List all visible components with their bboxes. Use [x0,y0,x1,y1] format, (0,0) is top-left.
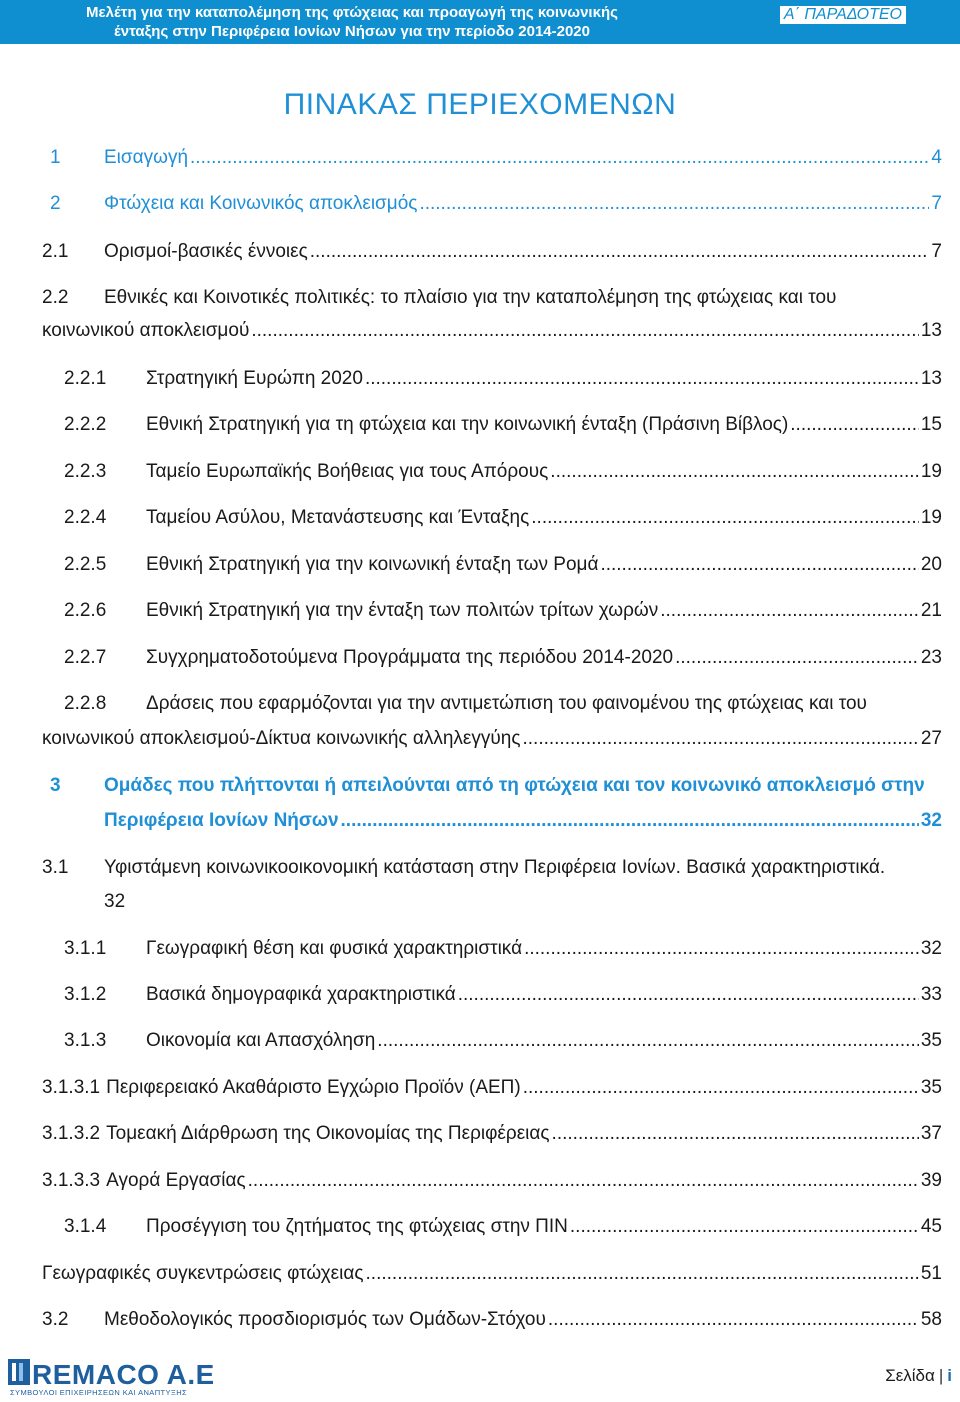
toc-leader [522,726,918,752]
toc-page: 20 [920,554,942,575]
toc-text: Τομεακή Διάρθρωση της Οικονομίας της Περιφέρειας [106,1123,550,1144]
toc-page: 35 [920,1030,942,1051]
toc-entry-2-2-8-line2[interactable] [42,726,942,752]
toc-text: Δράσεις που εφαρμόζονται για την αντιμετώπιση του φαινομένου της φτώχειας και του [146,693,867,714]
toc-entry-poverty-clusters[interactable] [42,1261,942,1287]
toc-number: 2.2.8 [64,693,107,714]
toc-entry-3-1-3-2[interactable] [42,1121,942,1147]
document-title-line1: Μελέτη για την καταπολέμηση της φτώχειας και προαγωγή της κοινωνικής [86,4,618,21]
toc-page: 21 [920,600,942,621]
toc-number: 3.1 [42,857,69,878]
toc-text: Φτώχεια και Κοινωνικός αποκλεισμός [104,193,418,214]
toc-entry-2-2-line2[interactable] [42,318,942,344]
toc-entry-2-2-7[interactable] [42,645,942,671]
toc-entry-3-1-2[interactable] [42,982,942,1008]
toc-text: Εθνική Στρατηγική για την κοινωνική ένταξη των Ρομά [146,554,599,575]
toc-entry-3-1-1[interactable] [42,936,942,962]
toc-number: 1 [50,147,61,168]
toc-page: 15 [920,414,942,435]
toc-number: 3.1.4 [64,1216,107,1237]
toc-page: 7 [931,193,942,214]
toc-leader [377,1028,919,1054]
toc-entry-2-2-1[interactable] [42,366,942,392]
toc-number: 2.1 [42,241,69,262]
toc-page: 37 [920,1123,942,1144]
toc-number: 2.2.7 [64,647,107,668]
toc-entry-2[interactable] [42,191,942,217]
document-title [52,3,652,41]
toc-leader [531,505,919,531]
toc-leader [251,318,919,344]
toc-page: 19 [920,461,942,482]
remaco-logo-graphic [8,1357,213,1397]
toc-text: Προσέγγιση του ζητήματος της φτώχειας στην ΠΙΝ [146,1216,568,1237]
toc-text: Συγχρηματοδοτούμενα Προγράμματα της περιόδου 2014-2020 [146,647,674,668]
toc-text-continued: κοινωνικού αποκλεισμού-Δίκτυα κοινωνικής αλληλεγγύης [42,728,521,749]
toc-entry-2-2-8-line1[interactable] [42,691,942,717]
toc-page: 45 [920,1216,942,1237]
toc-page: 58 [920,1309,942,1330]
toc-number: 3.1.3.2 [42,1123,101,1144]
toc-leader [600,552,918,578]
toc-entry-2-1[interactable] [42,239,942,265]
toc-leader [548,1307,919,1333]
toc-number: 2.2.3 [64,461,107,482]
toc-page: 13 [920,320,942,341]
toc-number: 3.1.3 [64,1030,107,1051]
toc-entry-2-2-3[interactable] [42,459,942,485]
toc-entry-2-2-6[interactable] [42,598,942,624]
toc-text: Υφιστάμενη κοινωνικοοικονομική κατάσταση στην Περιφέρεια Ιονίων. Βασικά χαρακτηριστικά. [104,857,886,878]
toc-entry-2-2-2[interactable] [42,412,942,438]
toc-page: 19 [920,507,942,528]
toc-leader [341,808,919,834]
remaco-logo [8,1357,213,1397]
toc-page: 32 [920,938,942,959]
document-title-line2: ένταξης στην Περιφέρεια Ιονίων Νήσων για την περίοδο 2014-2020 [114,23,590,40]
toc-entry-3-1-3-1[interactable] [42,1075,942,1101]
toc-text-continued: Περιφέρεια Ιονίων Νήσων [104,810,339,831]
toc-leader [523,1075,919,1101]
toc-number: 2.2 [42,287,69,308]
toc-leader [366,1261,919,1287]
logo-text: REMACO A.E. [32,1359,213,1390]
toc-text: Στρατηγική Ευρώπη 2020 [146,368,363,389]
toc-text: Εθνικές και Κοινοτικές πολιτικές: το πλαίσιο για την καταπολέμηση της φτώχειας και του [104,287,837,308]
toc-leader [552,1121,919,1147]
toc-page: 27 [920,728,942,749]
toc-leader [458,982,919,1008]
toc-leader [524,936,919,962]
toc-number: 2 [50,193,61,214]
toc-text-continued: κοινωνικού αποκλεισμού [42,320,250,341]
toc-number: 2.2.6 [64,600,107,621]
toc-entry-3-line2[interactable] [42,808,942,834]
toc-text: Ταμείου Ασύλου, Μετανάστευσης και Ένταξης [146,507,530,528]
logo-subtext: ΣΥΜΒΟΥΛΟΙ ΕΠΙΧΕΙΡΗΣΕΩΝ ΚΑΙ ΑΝΑΠΤΥΞΗΣ [10,1388,188,1397]
toc-entry-3-2[interactable] [42,1307,942,1333]
toc-text: Γεωγραφική θέση και φυσικά χαρακτηριστικά [146,938,523,959]
toc-entry-2-2-5[interactable] [42,552,942,578]
toc-number: 3.1.1 [64,938,107,959]
toc-title: ΠΙΝΑΚΑΣ ΠΕΡΙΕΧΟΜΕΝΩΝ [283,88,677,121]
toc-text: Εισαγωγή [104,147,189,168]
toc-text: Βασικά δημογραφικά χαρακτηριστικά [146,984,456,1005]
toc-number: 2.2.2 [64,414,107,435]
toc-page: 51 [920,1263,942,1284]
toc-text: Περιφερειακό Ακαθάριστο Εγχώριο Προϊόν (ΑΕΠ) [106,1077,521,1098]
toc-text: Ορισμοί-βασικές έννοιες [104,241,308,262]
toc-entry-1[interactable] [42,145,942,171]
toc-leader [310,239,930,265]
toc-number: 3.1.3.1 [42,1077,101,1098]
logo-mark-stripe [12,1363,16,1381]
toc-number: 3.1.3.3 [42,1170,101,1191]
toc-leader [790,412,919,438]
logo-mark-stripe [19,1363,23,1381]
toc-leader [550,459,919,485]
toc-number: 3.1.2 [64,984,107,1005]
toc-page: 32 [920,810,942,831]
toc-entry-3-1-line1[interactable] [42,855,942,881]
toc-number: 3.2 [42,1309,69,1330]
toc-page: 35 [920,1077,942,1098]
toc-leader [419,191,929,217]
toc-number: 2.2.5 [64,554,107,575]
toc-leader [660,598,919,624]
deliverable-label: Α΄ ΠΑΡΑΔΟΤΕΟ [780,6,906,24]
toc-text: Μεθοδολογικός προσδιορισμός των Ομάδων-Στόχου [104,1309,546,1330]
page-indicator [885,1366,952,1386]
page-number: i [947,1366,952,1385]
toc-page: 4 [931,147,942,168]
page-separator: | [938,1366,944,1385]
toc-number: 3 [50,775,61,796]
toc-leader [248,1168,919,1194]
toc-page: 33 [920,984,942,1005]
page-label: Σελίδα [885,1366,935,1385]
toc-page: 7 [931,241,942,262]
toc-text: Ομάδες που πλήττονται ή απειλούνται από τη φτώχεια και τον κοινωνικό αποκλεισμό στην [104,775,925,796]
toc-text: Εθνική Στρατηγική για την ένταξη των πολιτών τρίτων χωρών [146,600,659,621]
toc-leader [675,645,919,671]
toc-entry-3-1-3[interactable] [42,1028,942,1054]
toc-number: 2.2.1 [64,368,107,389]
toc-page: 32 [104,891,126,912]
toc-number: 2.2.4 [64,507,107,528]
toc-text: Εθνική Στρατηγική για τη φτώχεια και την κοινωνική ένταξη (Πράσινη Βίβλος) [146,414,789,435]
toc-leader [190,145,929,171]
toc-leader [570,1214,919,1240]
toc-entry-2-2-4[interactable] [42,505,942,531]
toc-entry-3-1-line2[interactable] [42,889,942,915]
toc-page: 39 [920,1170,942,1191]
toc-entry-2-2-line1[interactable] [42,285,942,311]
toc-page: 13 [920,368,942,389]
toc-entry-3-1-3-3[interactable] [42,1168,942,1194]
toc-text: Αγορά Εργασίας [106,1170,246,1191]
toc-entry-3-1-4[interactable] [42,1214,942,1240]
toc-leader [365,366,919,392]
toc-text: Ταμείο Ευρωπαϊκής Βοήθειας για τους Απόρους [146,461,549,482]
toc-entry-3-line1[interactable] [42,773,942,799]
toc-text: Οικονομία και Απασχόληση [146,1030,376,1051]
toc-page: 23 [920,647,942,668]
toc-text: Γεωγραφικές συγκεντρώσεις φτώχειας [42,1263,364,1284]
